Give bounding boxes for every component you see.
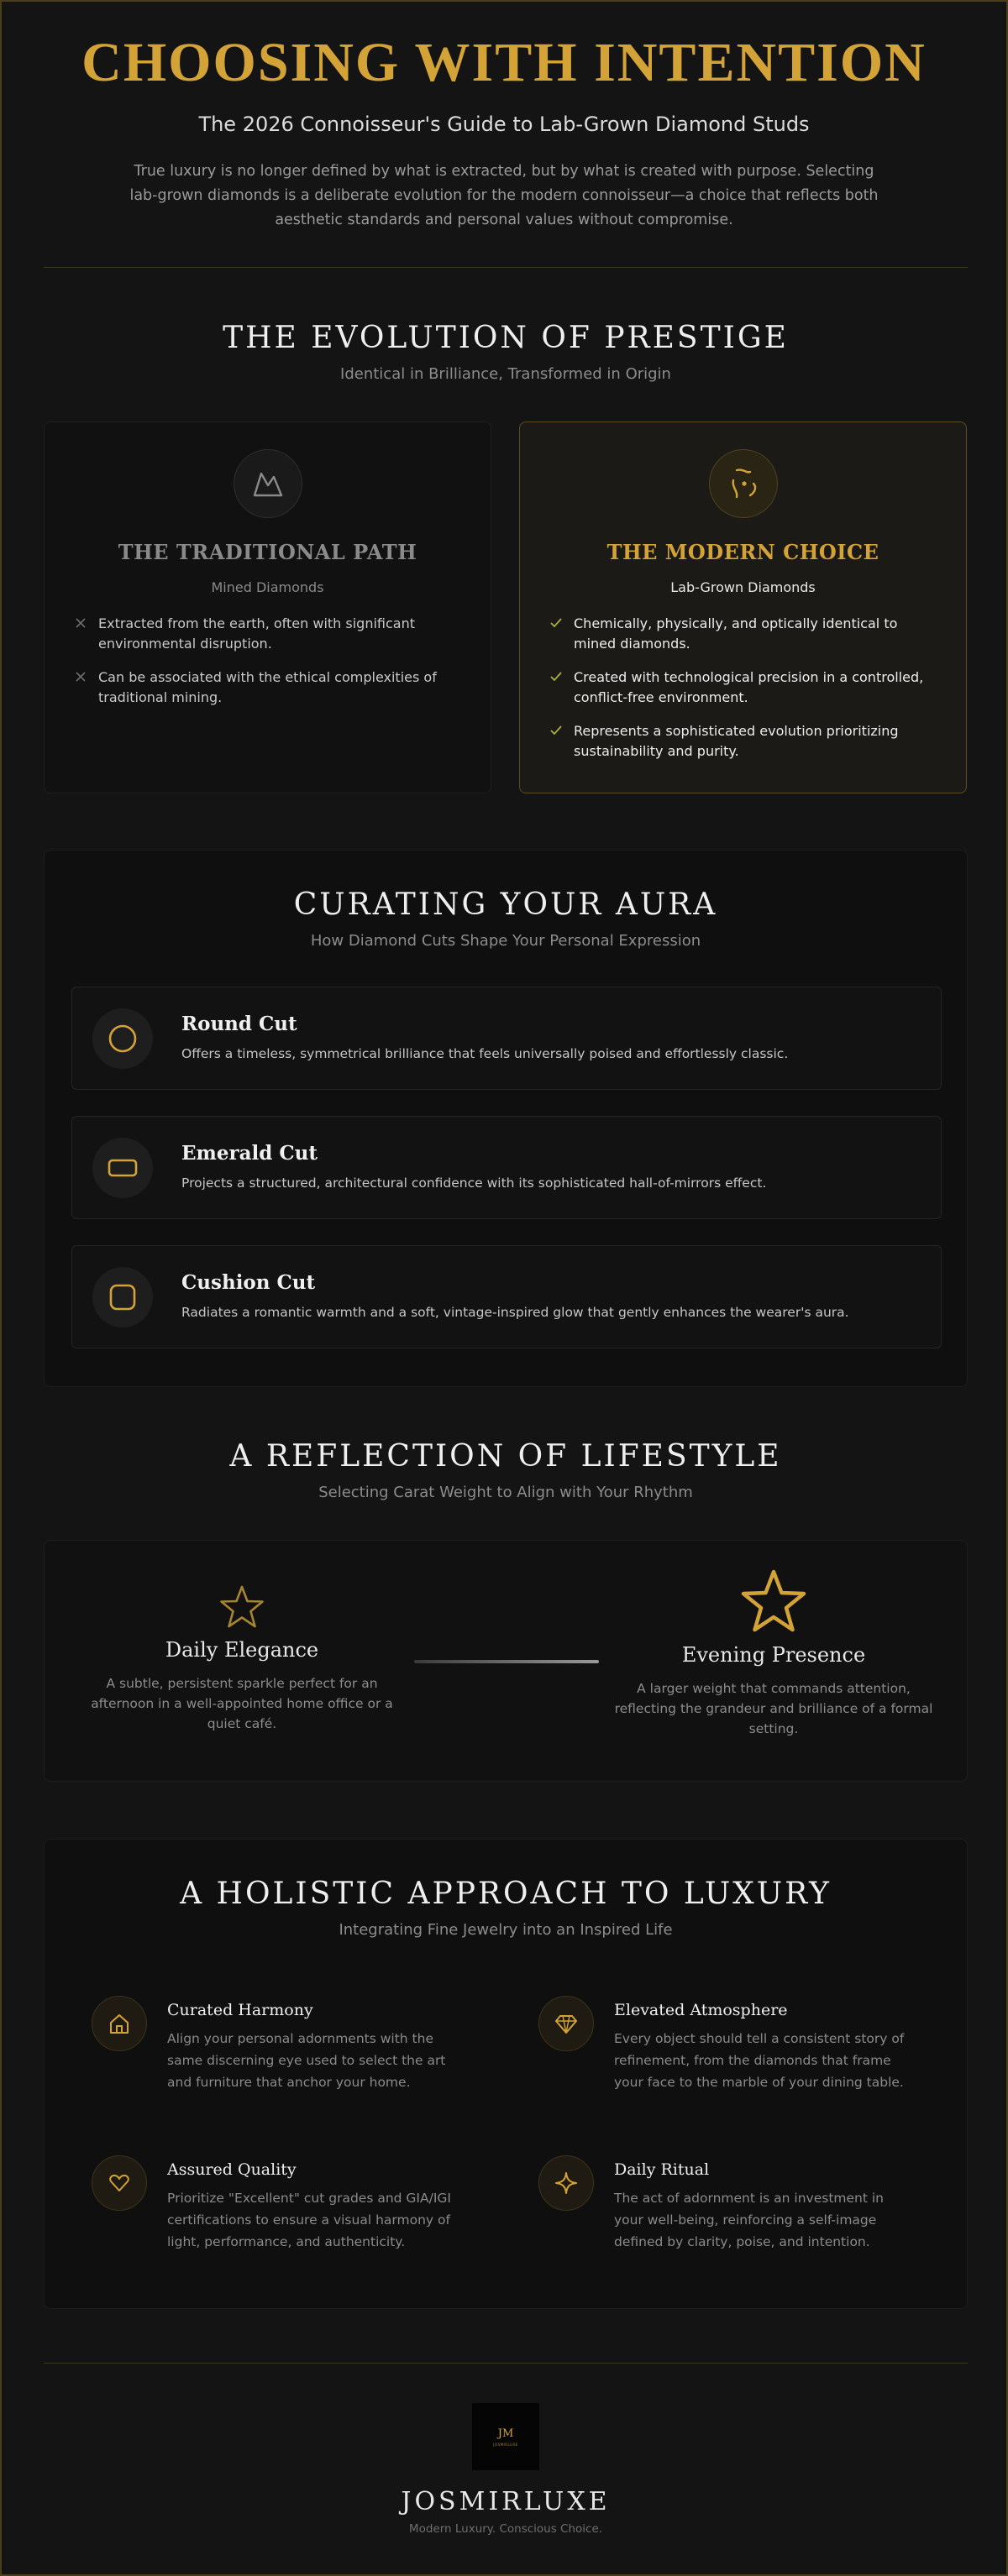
point-text: Extracted from the earth, often with significant environmental disruption. xyxy=(98,615,415,652)
traditional-points xyxy=(73,614,462,708)
evolution-section xyxy=(2,321,1008,759)
traditional-path-card xyxy=(44,421,491,793)
hero-intro: True luxury is no longer defined by what is extracted, but by what is created with purpose. Selecting lab-grown diamonds is a deliberate evolution for the modern connoisseur—a choice that reflects both aesthetic standards and personal values without compromise. xyxy=(129,163,879,228)
holistic-subtitle: Integrating Fine Jewelry into an Inspired Life xyxy=(339,1921,673,1939)
carat-scale-line xyxy=(414,1660,599,1663)
daily-desc: A subtle, persistent sparkle perfect for an afternoon in a well-appointed home office or a quiet café. xyxy=(91,1676,393,1731)
cuts-section xyxy=(44,850,968,1387)
rectangle-icon xyxy=(92,1138,153,1198)
holistic-item-title: Elevated Atmosphere xyxy=(614,2001,788,2019)
traditional-heading: THE TRADITIONAL PATH xyxy=(118,540,417,564)
flask-icon xyxy=(709,449,778,518)
cut-name: Cushion Cut xyxy=(181,1271,316,1294)
cut-name: Round Cut xyxy=(181,1013,297,1035)
mountain-icon xyxy=(234,449,302,518)
evolution-subtitle: Identical in Brilliance, Transformed in Origin xyxy=(340,365,671,383)
modern-choice-card xyxy=(519,421,967,793)
lifestyle-section xyxy=(2,1439,1008,1736)
hero xyxy=(2,2,1006,233)
hero-subtitle: The 2026 Connoisseur's Guide to Lab-Grown Diamond Studs xyxy=(198,113,810,136)
cuts-subtitle: How Diamond Cuts Shape Your Personal Expression xyxy=(310,932,701,950)
heart-gem-icon xyxy=(92,2155,147,2211)
cut-card-round xyxy=(71,987,942,1090)
logo-monogram: JM xyxy=(497,2427,514,2440)
holistic-item-desc: The act of adornment is an investment in your well-being, reinforcing a self-image defined by clarity, poise, and intention. xyxy=(614,2191,884,2249)
list-item xyxy=(549,614,937,654)
cut-desc: Offers a timeless, symmetrical brilliance that feels universally poised and effortlessly classic. xyxy=(181,1046,789,1061)
holistic-item-desc: Every object should tell a consistent story of refinement, from the diamonds that frame your face to the marble of your dining table. xyxy=(614,2031,905,2090)
traditional-kind: Mined Diamonds xyxy=(211,579,324,595)
evening-title: Evening Presence xyxy=(681,1643,866,1667)
list-item xyxy=(549,721,937,762)
holistic-item-desc: Align your personal adornments with the same discerning eye used to select the art and furniture that anchor your home. xyxy=(167,2031,446,2090)
gem-icon xyxy=(538,1996,594,2051)
point-text: Can be associated with the ethical complexities of traditional mining. xyxy=(98,669,437,705)
comparison-cards xyxy=(44,421,968,793)
holistic-item-title: Assured Quality xyxy=(167,2160,297,2179)
rounded-square-icon xyxy=(92,1267,153,1327)
sparkle-icon xyxy=(538,2155,594,2211)
large-star-icon xyxy=(738,1568,810,1640)
modern-heading: THE MODERN CHOICE xyxy=(606,540,879,564)
holistic-section xyxy=(44,1839,968,2309)
hero-title: CHOOSING WITH INTENTION xyxy=(81,32,927,93)
holistic-title: A HOLISTIC APPROACH TO LUXURY xyxy=(180,1877,832,1911)
brand-name: JOSMIRLUXE xyxy=(401,2487,611,2516)
cut-name: Emerald Cut xyxy=(181,1142,318,1165)
lifestyle-title: A REFLECTION OF LIFESTYLE xyxy=(229,1439,782,1474)
cut-desc: Radiates a romantic warmth and a soft, vintage-inspired glow that gently enhances the wearer's aura. xyxy=(181,1305,849,1320)
point-text: Chemically, physically, and optically identical to mined diamonds. xyxy=(574,615,898,652)
modern-kind: Lab-Grown Diamonds xyxy=(670,579,816,595)
footer-divider xyxy=(44,2363,968,2364)
holistic-item-desc: Prioritize "Excellent" cut grades and GIA/IGI certifications to ensure a visual harmony of light, performance, and authenticity. xyxy=(167,2191,451,2249)
cross-icon xyxy=(73,669,88,684)
section-divider xyxy=(44,267,968,268)
daily-elegance xyxy=(78,1583,406,1734)
check-icon xyxy=(549,615,564,631)
cut-desc: Projects a structured, architectural confidence with its sophisticated hall-of-mirrors effect. xyxy=(181,1175,767,1191)
cuts-title: CURATING YOUR AURA xyxy=(293,887,718,922)
lifestyle-subtitle: Selecting Carat Weight to Align with Your Rhythm xyxy=(318,1484,693,1501)
holistic-item-title: Curated Harmony xyxy=(167,2001,313,2019)
evening-desc: A larger weight that commands attention, reflecting the grandeur and brilliance of a formal setting. xyxy=(614,1681,933,1736)
check-icon xyxy=(549,723,564,738)
cut-card-cushion xyxy=(71,1245,942,1348)
list-item xyxy=(549,668,937,708)
logo-wordmark: JOSMIRLUXE xyxy=(493,2442,518,2447)
list-item xyxy=(73,668,462,708)
brand-logo xyxy=(472,2403,539,2470)
check-icon xyxy=(549,669,564,684)
list-item xyxy=(73,614,462,654)
modern-points xyxy=(549,614,937,762)
small-star-icon xyxy=(217,1583,267,1633)
cut-card-emerald xyxy=(71,1116,942,1219)
point-text: Created with technological precision in a controlled, conflict-free environment. xyxy=(574,669,924,705)
circle-icon xyxy=(92,1008,153,1069)
daily-title: Daily Elegance xyxy=(165,1638,319,1662)
evening-presence xyxy=(606,1568,942,1739)
cross-icon xyxy=(73,615,88,631)
carat-comparison xyxy=(44,1540,968,1782)
home-icon xyxy=(92,1996,147,2051)
evolution-title: THE EVOLUTION OF PRESTIGE xyxy=(223,321,789,355)
holistic-item-title: Daily Ritual xyxy=(614,2160,710,2179)
brand-tagline: Modern Luxury. Conscious Choice. xyxy=(408,2522,603,2536)
point-text: Represents a sophisticated evolution prioritizing sustainability and purity. xyxy=(574,723,899,759)
